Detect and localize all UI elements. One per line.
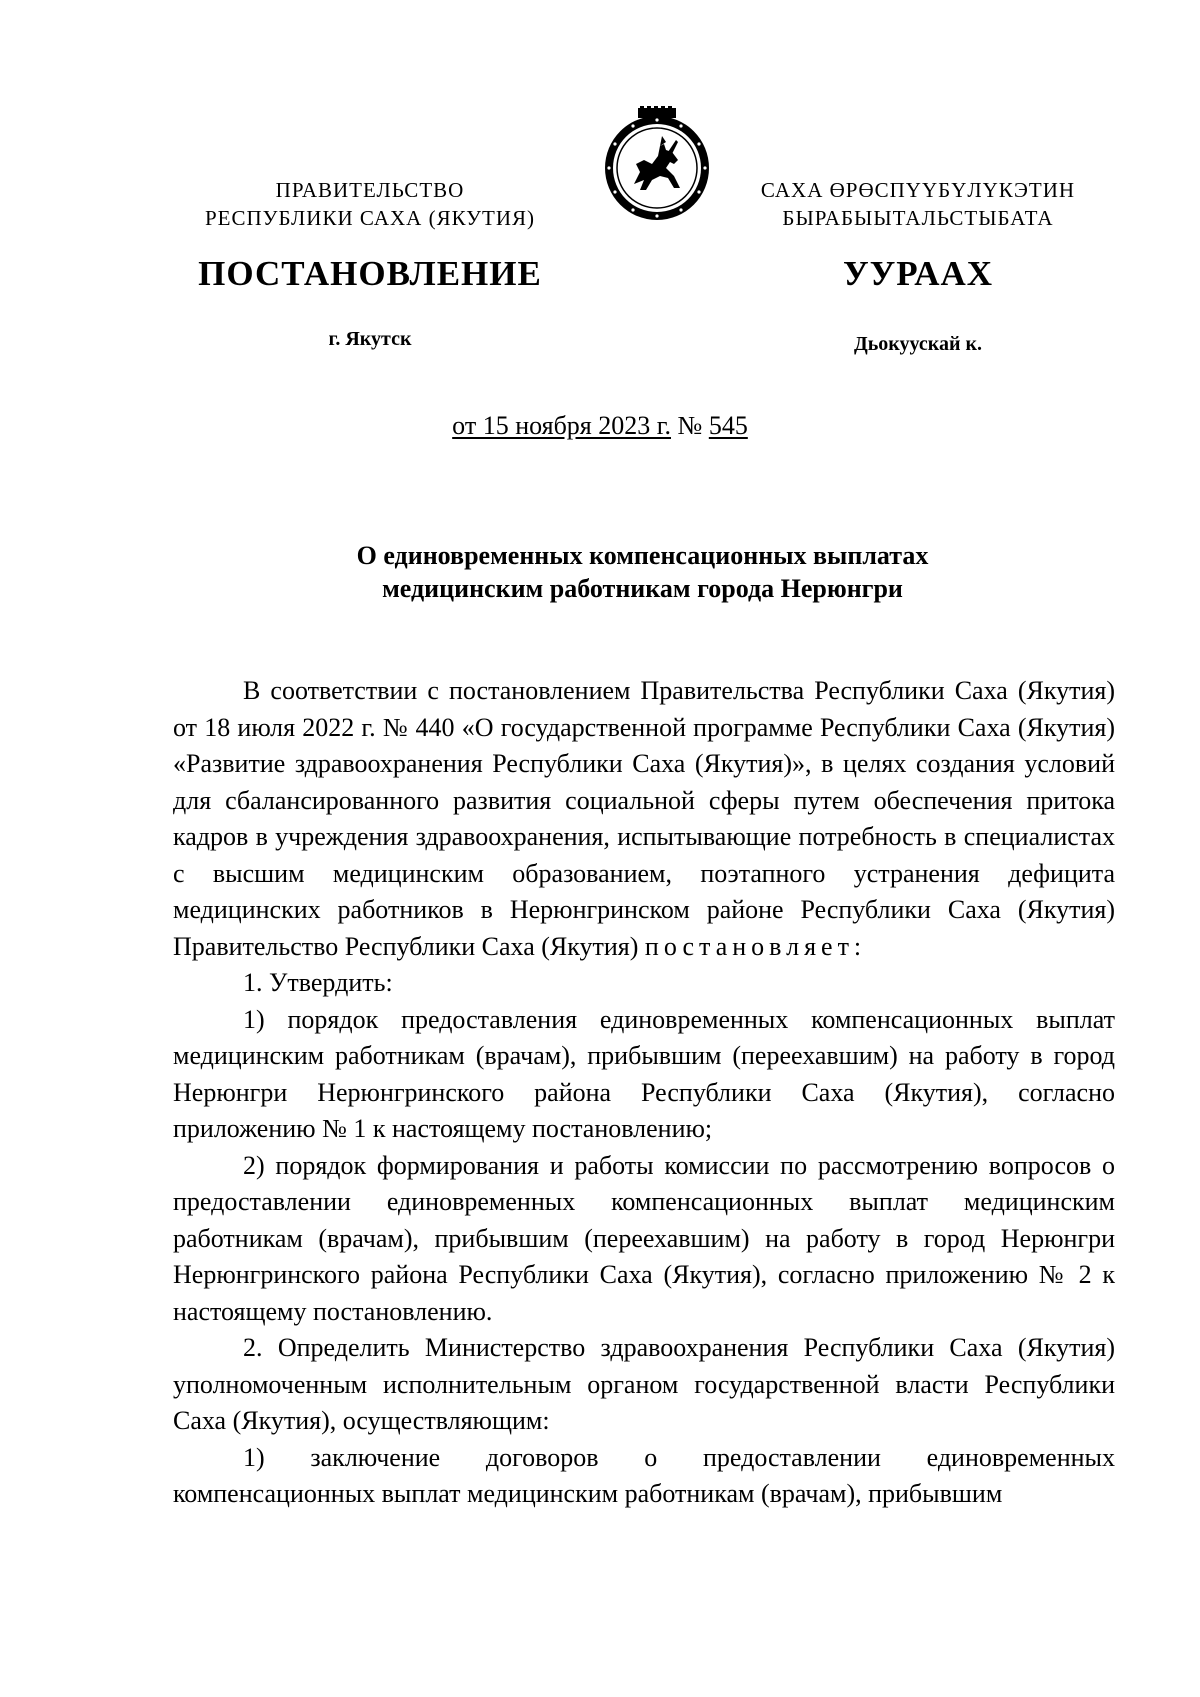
doc-type-ru: ПОСТАНОВЛЕНИЕ [198, 254, 542, 293]
decree-word: постановляет: [644, 931, 867, 961]
preamble-paragraph [173, 673, 1115, 965]
decree-date-number [0, 411, 1200, 441]
issuer-ru [170, 176, 570, 232]
decree-title [170, 539, 1115, 605]
issuer-sah-line2: БЫРАБЫЫТАЛЬСТЫБАТА [782, 206, 1054, 230]
decree-title-line2: медицинским работникам города Нерюнгри [382, 574, 903, 603]
issuer-ru-line1: ПРАВИТЕЛЬСТВО [275, 178, 465, 202]
decree-body [173, 673, 1115, 1513]
decree-date: от 15 ноября 2023 г. [452, 411, 671, 440]
doc-type-sah: УУРААХ [842, 254, 994, 293]
city-sah: Дьокуускай к. [853, 333, 983, 355]
city-ru: г. Якутск [328, 328, 412, 350]
item-1-2: 2) порядок формирования и работы комиссии по рассмотрению вопросов о предоставлении единовременных компенсационных выплат медицинским работникам (врачам), прибывшим (переехавшим) на работу в город Нерюнгри Нерюнгринского района Республики Саха (Якутия), согласно приложению № 2 к настоящему постановлению. [173, 1150, 1115, 1326]
coat-of-arms-icon [600, 106, 714, 222]
decree-number: 545 [708, 411, 748, 440]
preamble-text: В соответствии с постановлением Правительства Республики Саха (Якутия) от 18 июля 2022 г. № 440 «О государственной программе Республики Саха (Якутия) «Развитие здравоохранения Республики Саха (Якутия)», в целях создания условий для сбалансированного развития социальной сферы путем обеспечения притока кадров в учреждения здравоохранения, испытывающие потребность в специалистах с высшим медицинским образованием, поэтапного устранения дефицита медицинских работников в Нерюнгринском районе Республики Саха (Якутия) Правительство Республики Саха (Якутия) [173, 676, 1115, 961]
item-2-1: 1) заключение договоров о предоставлении единовременных компенсационных выплат медицинским работникам (врачам), прибывшим [173, 1442, 1115, 1508]
item-2: 2. Определить Министерство здравоохранения Республики Саха (Якутия) уполномоченным исполнительным органом государственной власти Республики Саха (Якутия), осуществляющим: [173, 1333, 1115, 1435]
number-sign: № [677, 411, 703, 440]
decree-title-line1: О единовременных компенсационных выплатах [356, 541, 929, 570]
issuer-ru-line2: РЕСПУБЛИКИ САХА (ЯКУТИЯ) [204, 206, 536, 230]
issuer-sah [728, 176, 1108, 232]
item-1-1: 1) порядок предоставления единовременных компенсационных выплат медицинским работникам (врачам), прибывшим (переехавшим) на работу в город Нерюнгри Нерюнгринского района Республики Саха (Якутия), согласно приложению № 1 к настоящему постановлению; [173, 1004, 1115, 1143]
item-1: 1. Утвердить: [243, 968, 393, 997]
issuer-sah-line1: САХА ӨРӨСПҮҮБҮЛҮКЭТИН [760, 178, 1076, 202]
